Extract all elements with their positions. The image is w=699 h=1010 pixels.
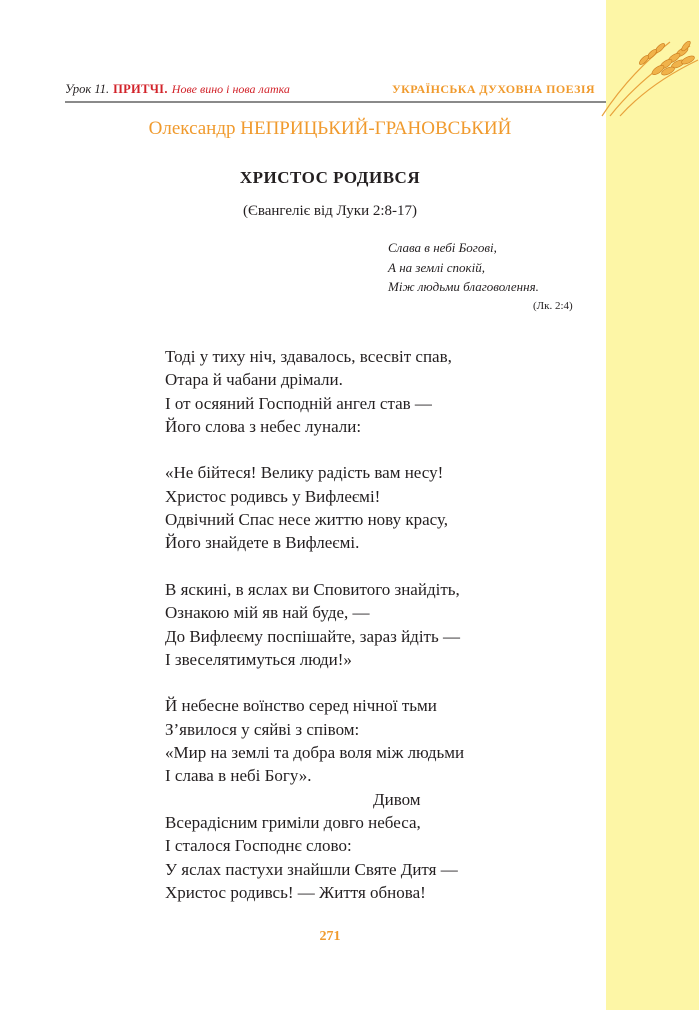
page-number: 271	[319, 929, 341, 944]
lesson-label: Урок 11.	[65, 82, 110, 96]
poem-line: Одвічний Спас несе життю нову красу,	[165, 510, 449, 530]
poem-line: До Вифлеєму поспішайте, зараз йдіть —	[165, 626, 460, 646]
poem-line: В яскині, в яслах ви Сповитого знайдіть,	[165, 579, 460, 599]
header-left	[65, 82, 290, 97]
poem-subtitle: (Євангеліє від Луки 2:8-17)	[242, 203, 418, 219]
poem-line: Його слова з небес лунали:	[165, 416, 362, 436]
poem-line: Й небесне воїнство серед нічної тьми	[165, 696, 437, 716]
poem-line: «Не бійтеся! Велику радість вам несу!	[165, 463, 444, 483]
section-label: ПРИТЧІ.	[113, 82, 168, 96]
poem-title: ХРИСТОС РОДИВСЯ	[239, 168, 421, 187]
epigraph	[388, 238, 539, 297]
poem-line: І сталося Господнє слово:	[165, 836, 352, 856]
header-divider	[65, 101, 606, 103]
epigraph-line: Слава в небі Богові,	[388, 240, 497, 255]
poem-body	[165, 345, 565, 904]
epigraph-line: Між людьми благоволення.	[388, 279, 539, 294]
poem-line: І слава в небі Богу».	[165, 766, 312, 786]
poem-line: Всерадісним гриміли довго небеса,	[165, 812, 421, 832]
wheat-ears-icon	[590, 38, 699, 118]
author-name: Олександр НЕПРИЦЬКИЙ-ГРАНОВСЬКИЙ	[148, 118, 512, 139]
chapter-label: УКРАЇНСЬКА ДУХОВНА ПОЕЗІЯ	[391, 82, 595, 96]
epigraph-line: А на землі спокій,	[388, 259, 485, 275]
running-header	[65, 82, 595, 100]
poem-line: Тоді у тиху ніч, здавалось, всесвіт спав,	[165, 347, 452, 366]
poem-line: У яслах пастухи знайшли Святе Дитя —	[165, 859, 458, 879]
epigraph-reference: (Лк. 2:4)	[533, 300, 573, 312]
poem-line: Дивом	[373, 789, 421, 809]
page-side-strip	[606, 0, 699, 1010]
poem-line: І от осяяний Господній ангел став —	[165, 393, 432, 413]
poem-line: З’явилося у сяйві з співом:	[165, 719, 360, 739]
poem-line: Ознакою мій яв най буде, —	[165, 603, 370, 623]
poem-line: Отара й чабани дрімали.	[165, 370, 343, 390]
poem-line: «Мир на землі та добра воля між людьми	[165, 743, 465, 763]
poem-line: Христос родивсь у Вифлеємі!	[165, 486, 381, 506]
topic-label: Нове вино і нова латка	[171, 82, 290, 96]
poem-line: Його знайдете в Вифлеємі.	[165, 533, 360, 553]
poem-line: І звеселятимуться люди!»	[165, 649, 352, 669]
poem-line: Христос родивсь! — Життя обнова!	[165, 882, 426, 902]
